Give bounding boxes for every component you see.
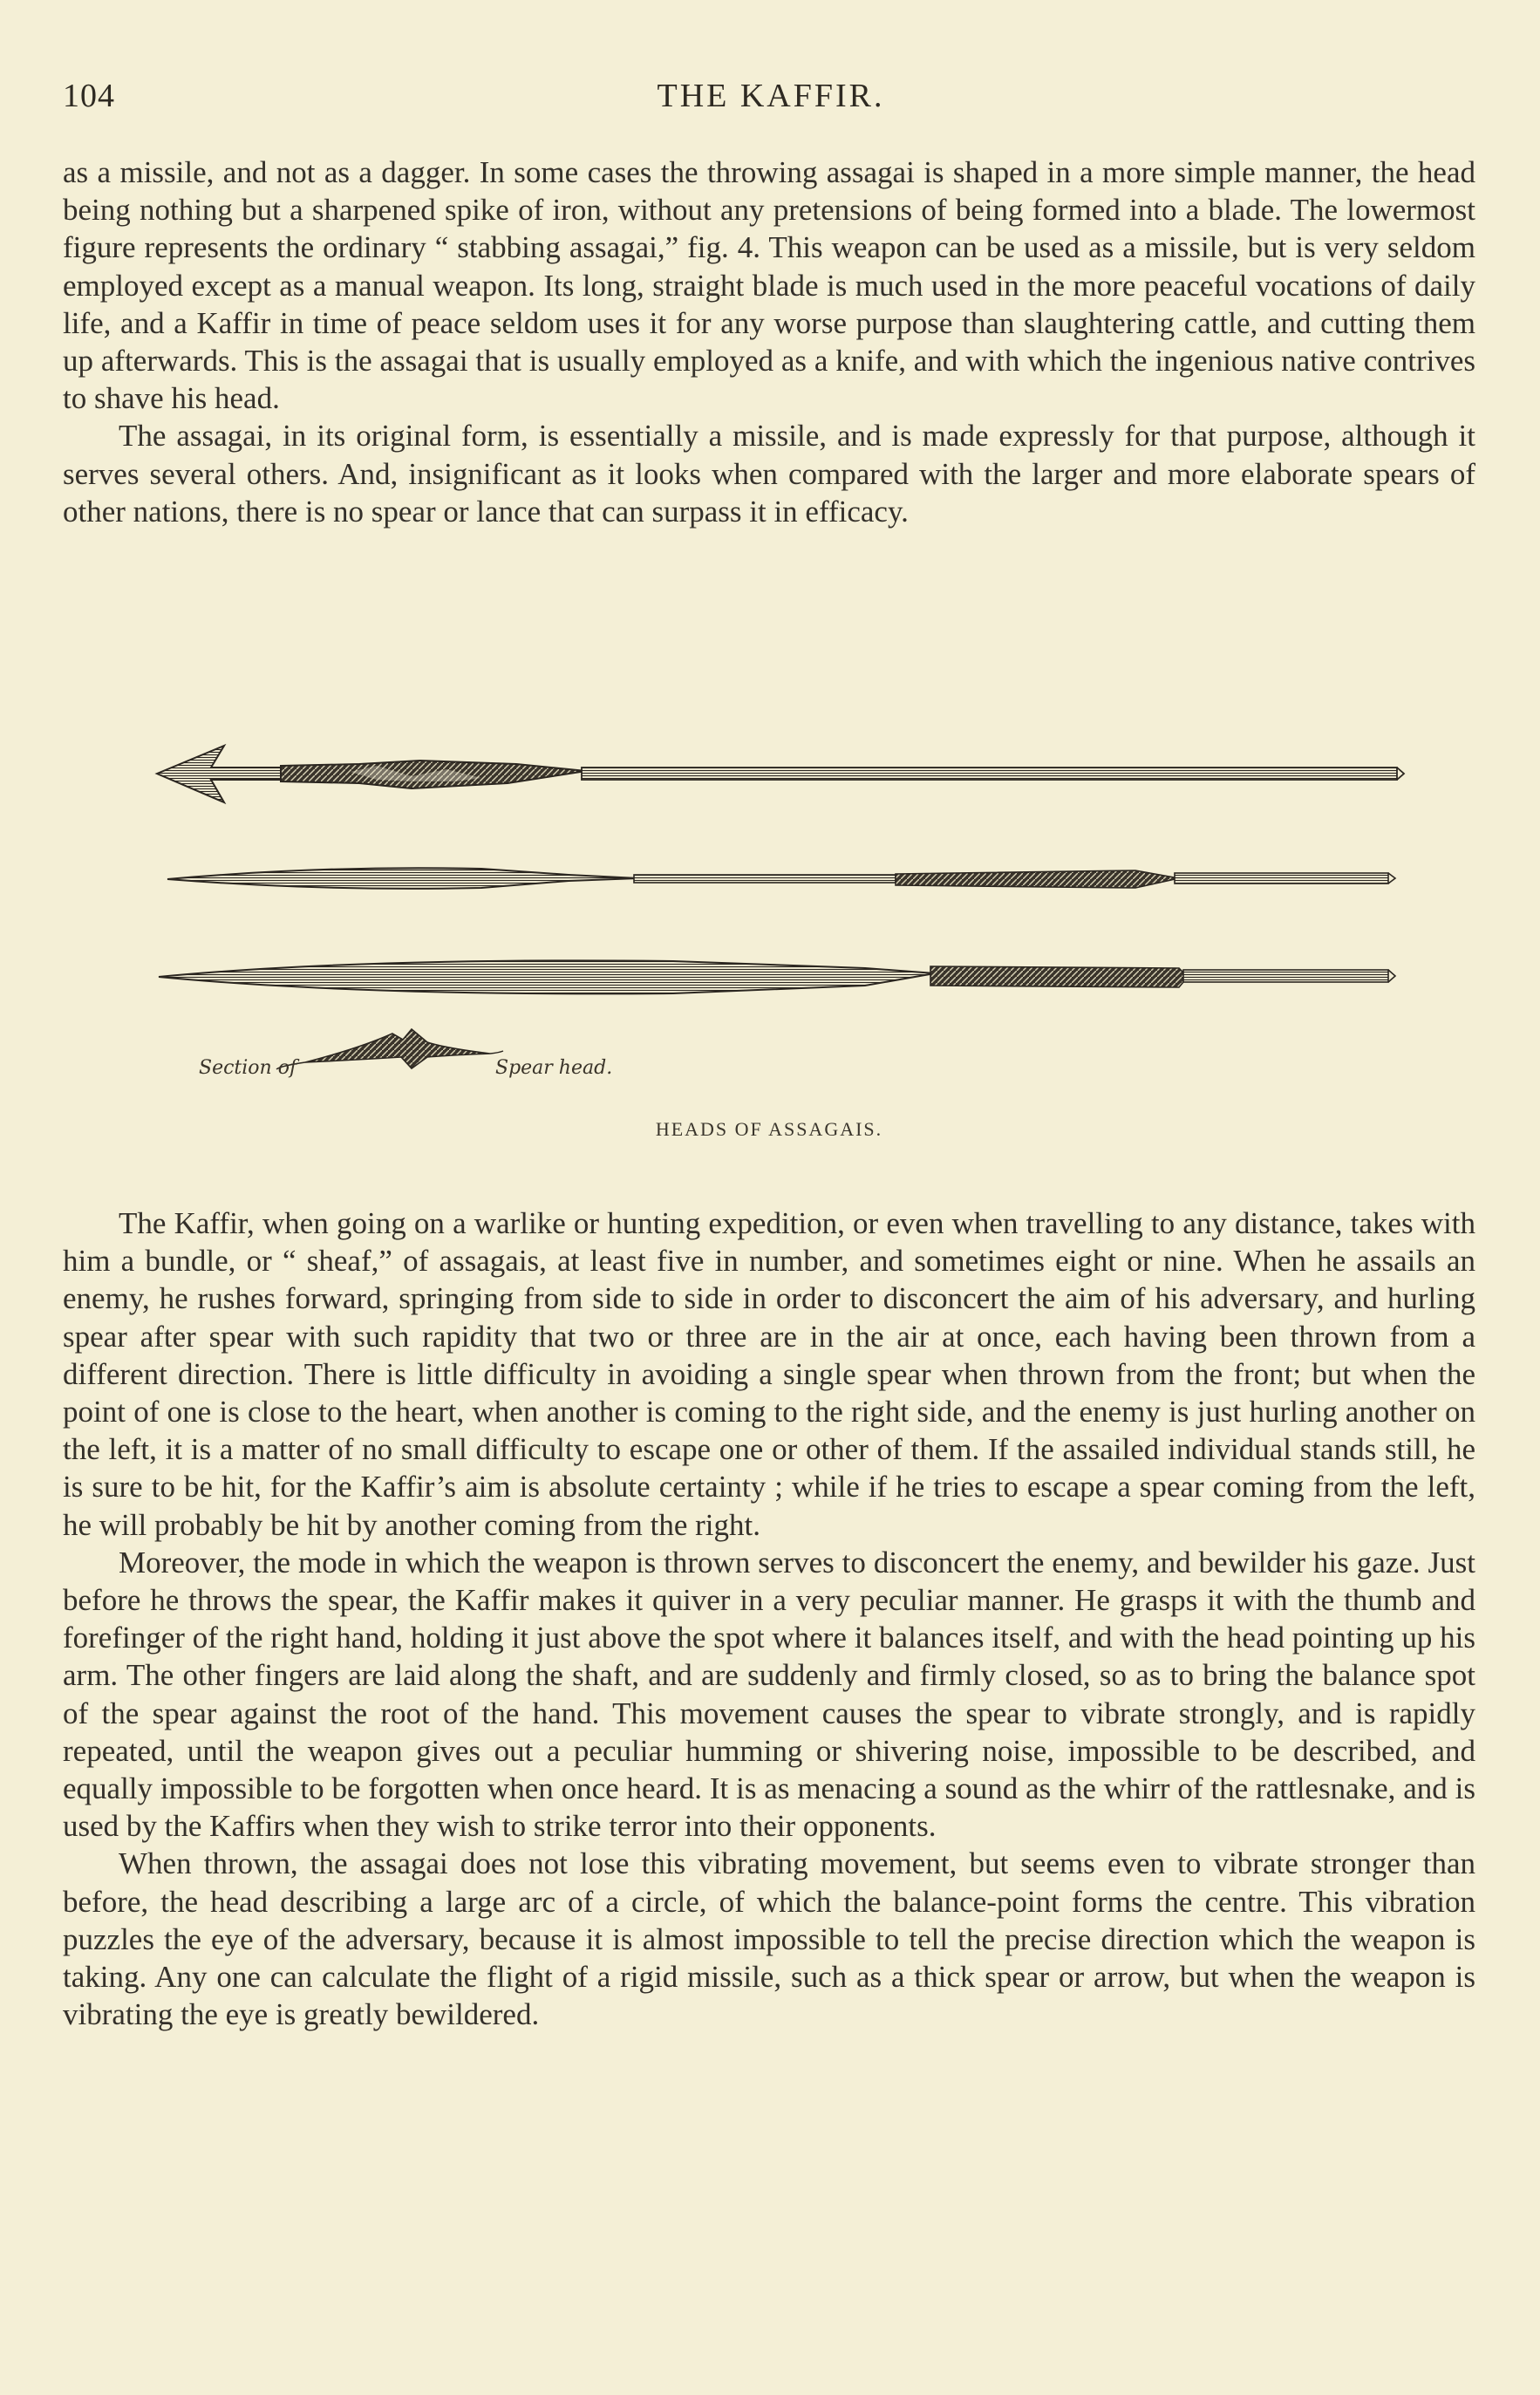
page-header (63, 77, 1479, 120)
page-number: 104 (63, 78, 115, 114)
paragraph: The Kaffir, when going on a warlike or hunting expedition, or even when travelling to any distance, takes with him a bundle, or “ sheaf,” of assagais, at least five in number, and sometimes eight or nine. When he assails an enemy, he rushes forward, springing from side to side in order to disconcert the aim of his adversary, and hurling spear after spear with such rapidity that two or three are in the air at once, each having been thrown from a different direction. There is little difficulty in avoiding a single spear when thrown from the front; but when the point of one is close to the heart, when another is coming to the right side, and the enemy is just hurling another on the left, it is a matter of no small difficulty to escape one or other of them. If the assailed individual stands still, he is sure to be hit, for the Kaffir’s aim is absolute certainty ; while if he tries to escape a spear coming from the left, he will probably be hit by another coming from the right. (63, 1206, 1475, 1542)
spear-head-section (276, 1029, 503, 1069)
leaf-blade-assagai (167, 868, 1395, 889)
paragraph: When thrown, the assagai does not lose this vibrating movement, but seems even to vibrate stronger than before, the head describing a large arc of a circle, of which the balance-point forms the centre. This vibration puzzles the eye of the adversary, because it is almost impossible to tell the precise direction which the weapon is taking. Any one can calculate the flight of a rigid missile, such as a thick spear or arrow, but when the weapon is vibrating the eye is greatly bewildered. (63, 1846, 1475, 2032)
assagai-heads-engraving (150, 733, 1406, 1090)
assagai-illustration (150, 733, 1406, 1090)
paragraph: The assagai, in its original form, is essentially a missile, and is made expressly for that purpose, although it serves several others. And, insignificant as it looks when compared with the larger and more elaborate spears of other nations, there is no spear or lance that can surpass it in efficacy. (63, 419, 1475, 529)
paragraph: Moreover, the mode in which the weapon is thrown serves to disconcert the enemy, and bewilder his gaze. Just before he throws the spear, the Kaffir makes it quiver in a very peculiar manner. He grasps it with the thumb and forefinger of the right hand, holding it just above the spot where it balances itself, and with the head pointing up his arm. The other fingers are laid along the shaft, and are suddenly and firmly closed, so as to bring the balance spot of the spear against the root of the hand. This movement causes the spear to vibrate strongly, and is rapidly repeated, until the weapon gives out a peculiar humming or shivering noise, impossible to be described, and equally impossible to be forgotten when once heard. It is as menacing a sound as the whirr of the rattlesnake, and is used by the Kaffirs when they wish to strike terror into their opponents. (63, 1545, 1475, 1844)
body-text-top (63, 154, 1475, 530)
running-title: THE KAFFIR. (657, 78, 885, 114)
stabbing-assagai (159, 960, 1395, 993)
body-text-bottom (63, 1204, 1475, 2033)
paragraph: as a missile, and not as a dagger. In some cases the throwing assagai is shaped in a more simple manner, the head being nothing but a sharpened spike of iron, without any pretensions of being formed into a blade. The lowermost figure represents the ordinary “ stabbing assagai,” fig. 4. This weapon can be used as a missile, but is very seldom employed except as a manual weapon. Its long, straight blade is much used in the more peaceful vocations of daily life, and a Kaffir in time of peace seldom uses it for any worse purpose than slaughtering cattle, and cutting them up afterwards. This is the assagai that is usually employed as a knife, and with which the ingenious native contrives to shave his head. (63, 155, 1475, 416)
spear-head-label: Spear head. (495, 1057, 613, 1079)
barbed-assagai (157, 746, 1404, 802)
figure-caption: HEADS OF ASSAGAIS. (655, 1118, 883, 1140)
section-label: Section of (199, 1057, 297, 1079)
